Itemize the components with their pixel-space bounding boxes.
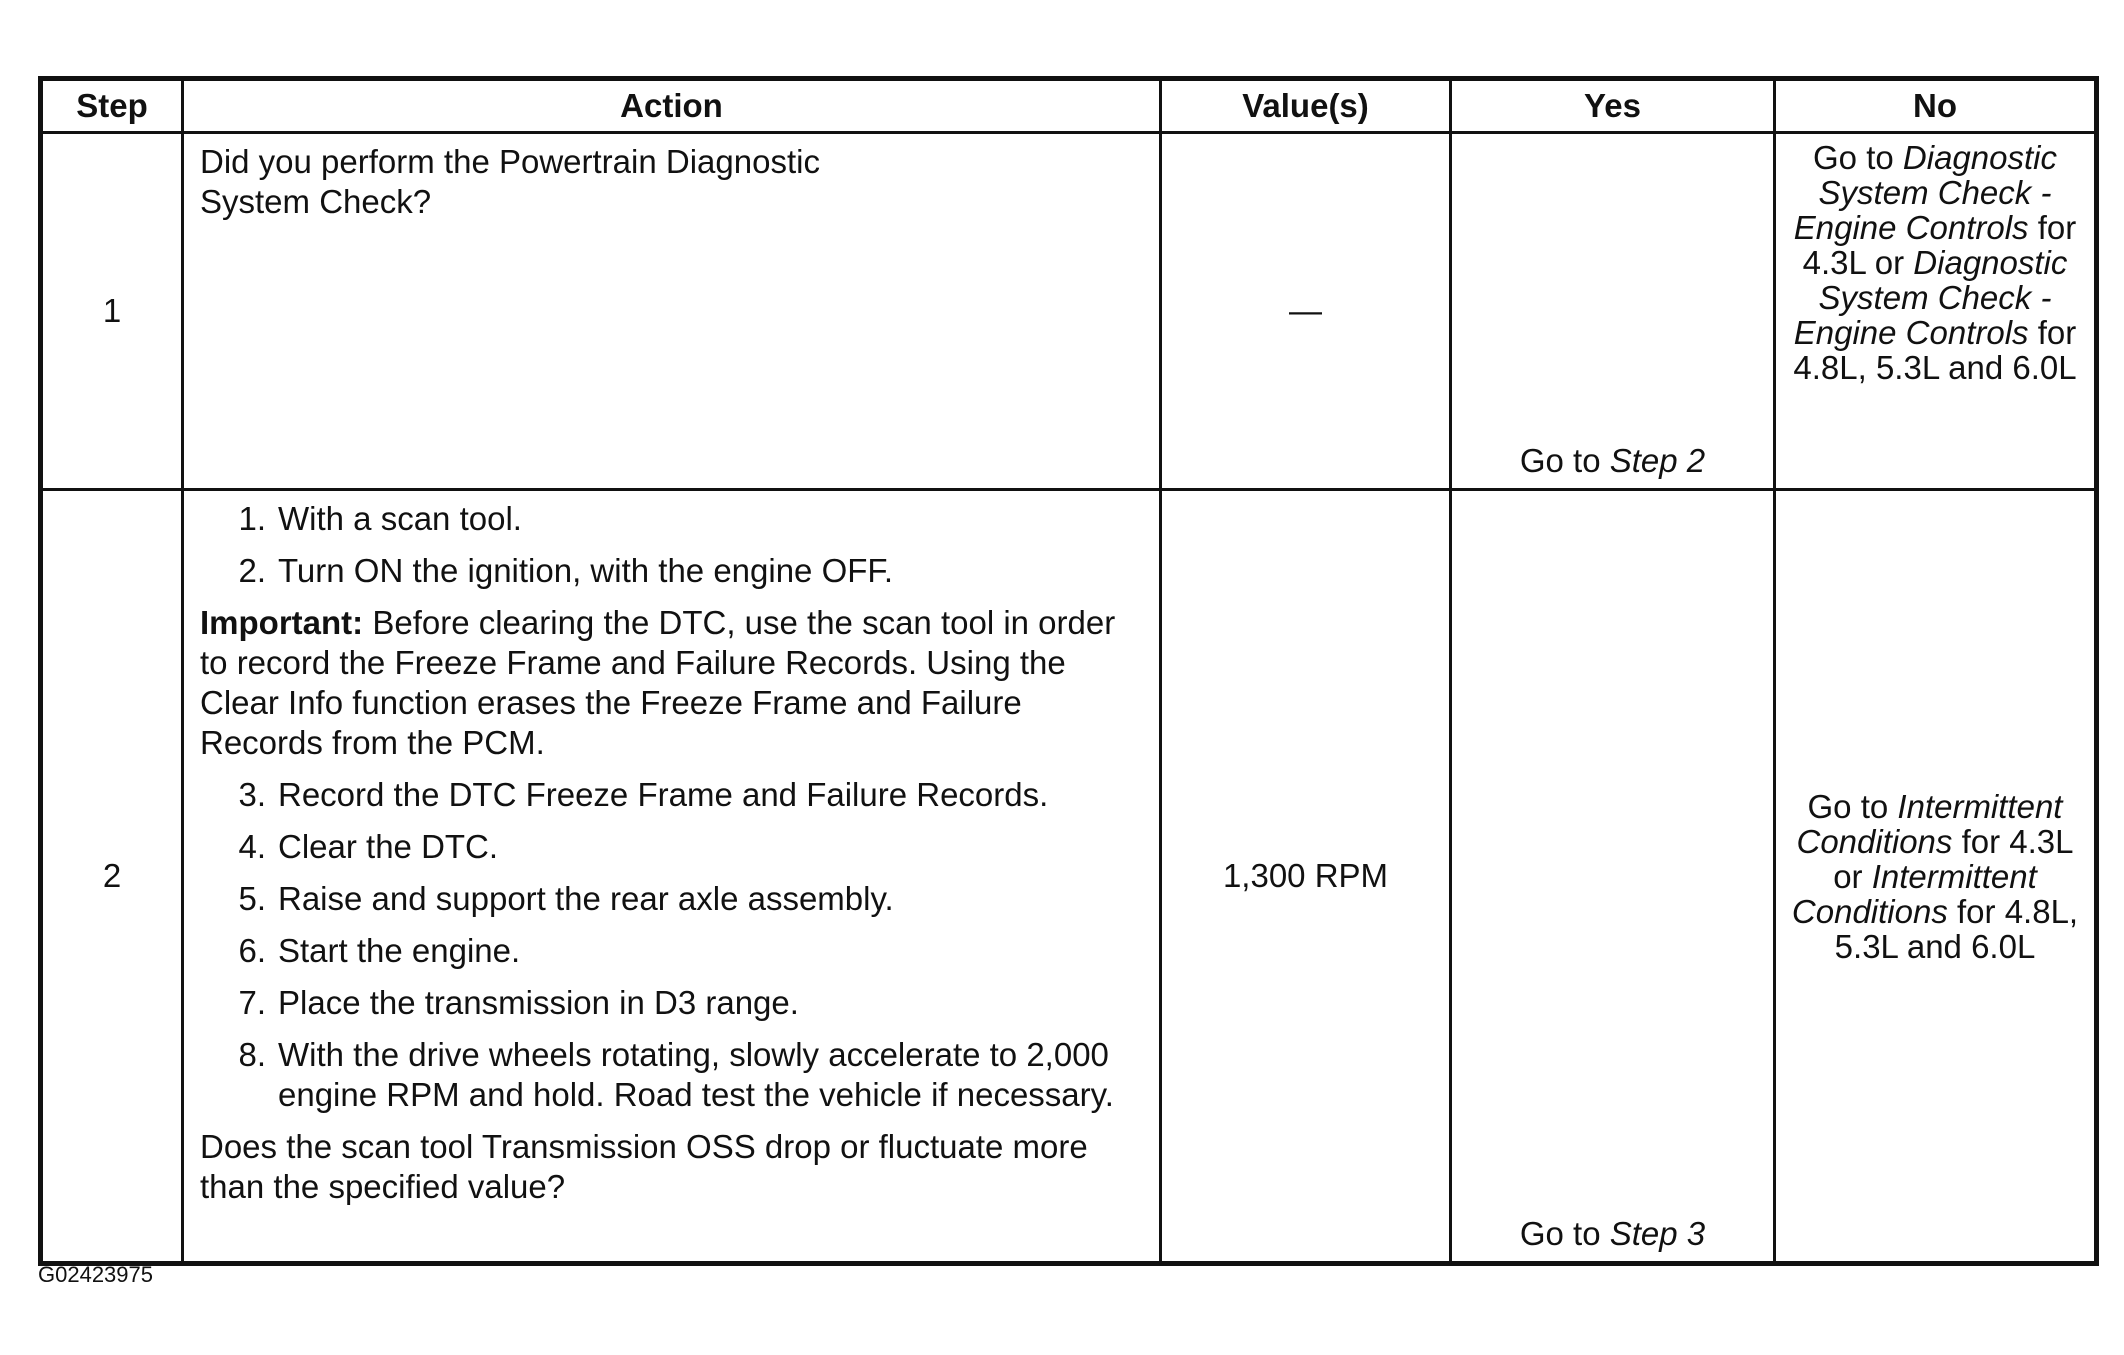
- list-item: 6. Start the engine.: [238, 932, 521, 969]
- step-number: 1: [41, 133, 183, 490]
- header-values: Value(s): [1161, 79, 1451, 133]
- list-item: 8. With the drive wheels rotating, slowly accelerate to 2,000 engine RPM and hold. Road test the vehicle if necessary.: [238, 1036, 1114, 1113]
- no-text-2: for 4.3L or: [1833, 822, 2074, 895]
- yes-step-link[interactable]: Step 2: [1609, 442, 1706, 479]
- no-link-diagnostic-check-4-8[interactable]: Diagnostic System Check - Engine Controls: [1793, 244, 2068, 351]
- list-item: 1. With a scan tool.: [238, 500, 522, 537]
- yes-prefix: Go to: [1519, 442, 1610, 479]
- table-header-row: [41, 79, 2097, 133]
- value-cell: —: [1161, 133, 1451, 490]
- no-text-1: Go to: [1813, 139, 1903, 176]
- important-note: [200, 603, 1147, 763]
- procedure-list-a: [200, 499, 1147, 591]
- action-cell: [183, 490, 1161, 1264]
- header-step: Step: [41, 79, 183, 133]
- no-text-3: for 4.8L, 5.3L and 6.0L: [1793, 314, 2077, 386]
- header-yes: Yes: [1451, 79, 1775, 133]
- list-item: 2. Turn ON the ignition, with the engine OFF.: [238, 552, 894, 589]
- action-question: Did you perform the Powertrain Diagnostic System Check?: [200, 143, 820, 220]
- header-action: Action: [183, 79, 1161, 133]
- no-cell: [1775, 490, 2097, 1264]
- diagnostic-table: [38, 76, 2099, 1266]
- yes-step-link[interactable]: Step 3: [1609, 1215, 1706, 1252]
- action-question: Does the scan tool Transmission OSS drop or fluctuate more than the specified value?: [200, 1128, 1088, 1205]
- header-no: No: [1775, 79, 2097, 133]
- procedure-list-b: [200, 775, 1147, 1115]
- list-item: 4. Clear the DTC.: [238, 828, 499, 865]
- table-row: [41, 490, 2097, 1264]
- figure-id: G02423975: [38, 1262, 153, 1287]
- no-link-intermittent-4-8[interactable]: Intermittent Conditions: [1791, 857, 2037, 930]
- step-number: 2: [41, 490, 183, 1264]
- value-cell: 1,300 RPM: [1161, 490, 1451, 1264]
- yes-cell: [1451, 133, 1775, 490]
- list-item: 7. Place the transmission in D3 range.: [238, 984, 799, 1021]
- action-cell: [183, 133, 1161, 490]
- no-text-3: for 4.8L, 5.3L and 6.0L: [1834, 892, 2079, 965]
- important-label: Important:: [200, 604, 364, 641]
- yes-prefix: Go to: [1519, 1215, 1610, 1252]
- no-link-intermittent-4-3[interactable]: Intermittent Conditions: [1796, 787, 2063, 860]
- list-item: 5. Raise and support the rear axle assembly.: [238, 880, 894, 917]
- no-cell: [1775, 133, 2097, 490]
- important-text: Before clearing the DTC, use the scan tool in order to record the Freeze Frame and Failure Records. Using the Clear Info function erases the Freeze Frame and Failure Records from the PCM.: [200, 604, 1116, 761]
- no-text-2: for 4.3L or: [1802, 209, 2077, 281]
- list-item: 3. Record the DTC Freeze Frame and Failure Records.: [238, 776, 1049, 813]
- no-text-1: Go to: [1807, 787, 1898, 825]
- no-link-diagnostic-check-4-3[interactable]: Diagnostic System Check - Engine Controls: [1793, 139, 2057, 246]
- table-row: [41, 133, 2097, 490]
- yes-cell: [1451, 490, 1775, 1264]
